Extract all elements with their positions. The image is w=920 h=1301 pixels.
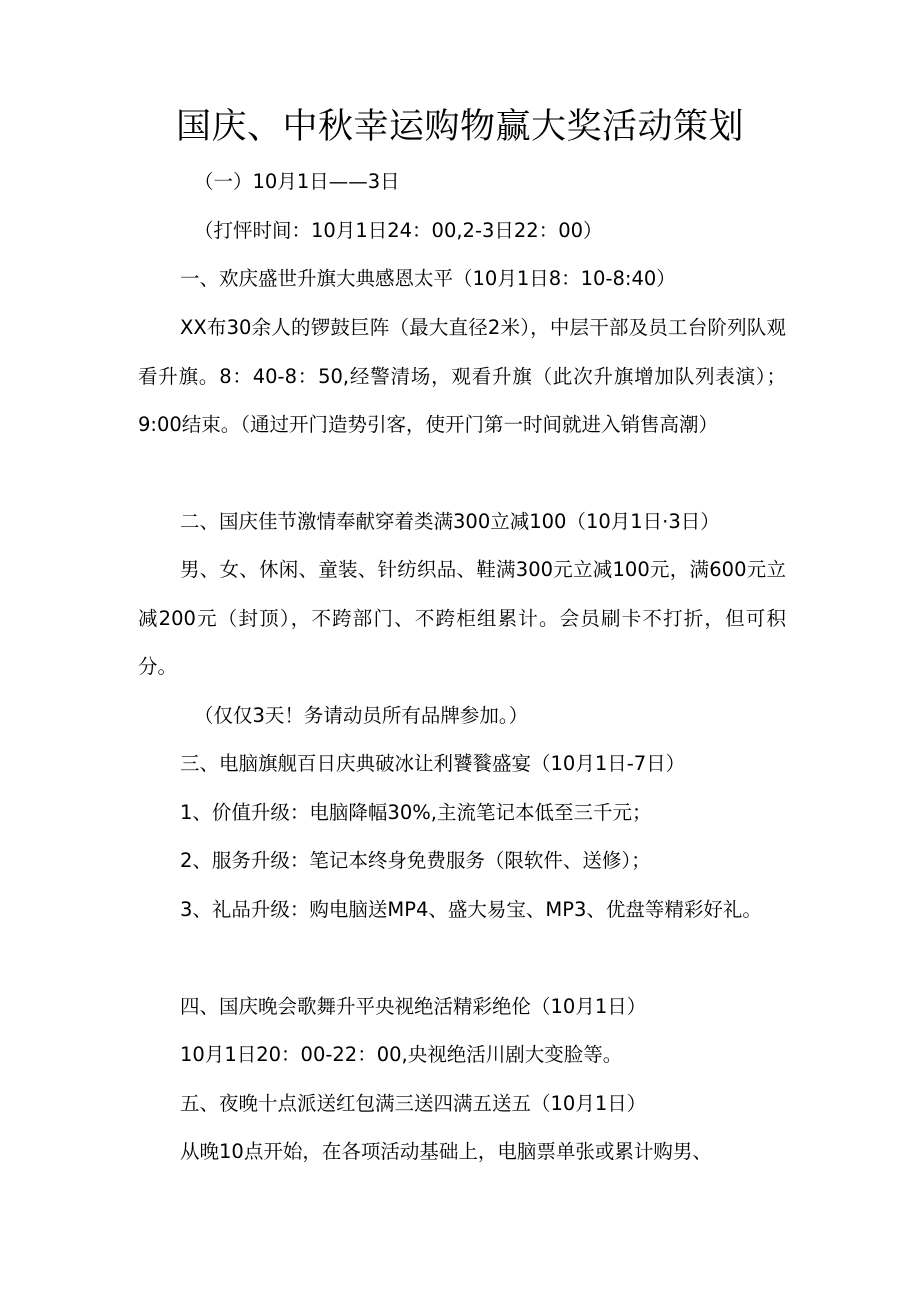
- section-5-heading: 五、夜晚十点派送红包满三送四满五送五（10月1日）: [180, 1092, 647, 1115]
- section-3-item-2: 2、服务升级：笔记本终身免费服务（限软件、送修）；: [180, 849, 651, 872]
- section-4-body: 10月1日20：00-22：00,央视绝活川剧大变脸等。: [180, 1043, 623, 1066]
- section-2-note: （仅仅3天！务请动员所有品牌参加。）: [194, 704, 529, 727]
- date-range-line: （一）10月1日——3日: [194, 170, 400, 193]
- section-5-body: 从晚10点开始，在各项活动基础上，电脑票单张或累计购男、: [180, 1140, 712, 1163]
- section-1-body: XX布30余人的锣鼓巨阵（最大直径2米），中层干部及员工台阶列队观看升旗。8：40-8：50,经警清场，观看升旗（此次升旗增加队列表演）；9:00结束。（通过开门造势引客，使开门第一时间就进入销售高潮）: [138, 316, 786, 436]
- document-title: 国庆、中秋幸运购物赢大奖活动策划: [175, 107, 744, 147]
- hours-line: （打怦时间：10月1日24：00,2-3日22：00）: [194, 219, 603, 242]
- section-2-heading: 二、国庆佳节激情奉献穿着类满300立减100（10月1日·3日）: [180, 510, 720, 533]
- section-4-heading: 四、国庆晚会歌舞升平央视绝活精彩绝伦（10月1日）: [180, 995, 647, 1018]
- section-2-body: 男、女、休闲、童装、针纺织品、鞋满300元立减100元，满600元立减200元（封顶），不跨部门、不跨柜组累计。会员刷卡不打折，但可积分。: [138, 558, 786, 678]
- section-3-item-1: 1、价值升级：电脑降幅30%,主流笔记本低至三千元；: [180, 801, 652, 824]
- section-1-heading: 一、欢庆盛世升旗大典感恩太平（10月1日8：10-8:40）: [180, 267, 676, 290]
- section-3-heading: 三、电脑旗舰百日庆典破冰让利饕餮盛宴（10月1日-7日）: [180, 752, 686, 775]
- section-3-item-3: 3、礼品升级：购电脑送MP4、盛大易宝、MP3、优盘等精彩好礼。: [180, 898, 762, 921]
